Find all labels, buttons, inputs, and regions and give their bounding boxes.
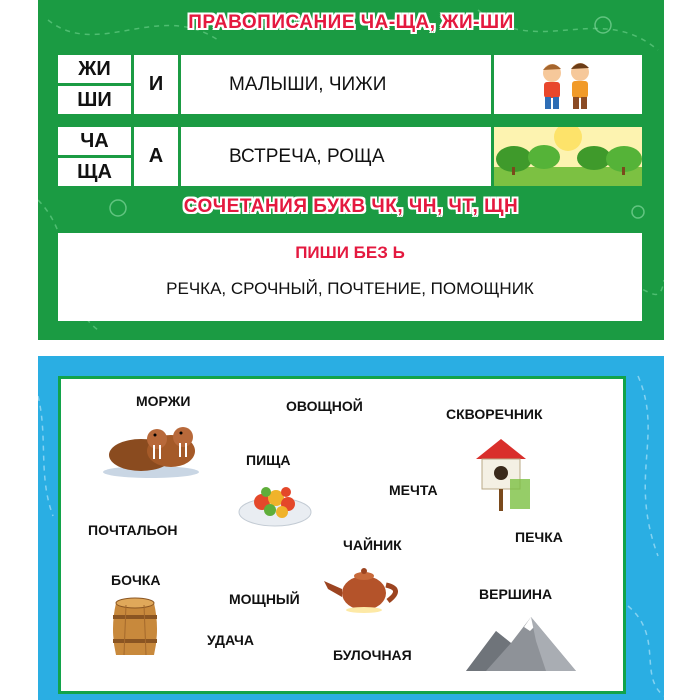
vowel-i: И xyxy=(134,55,178,114)
vowel-a: А xyxy=(134,127,178,186)
mountain-illustration xyxy=(466,611,576,673)
word-vershina: ВЕРШИНА xyxy=(479,586,553,602)
syllable-cha: ЧА xyxy=(58,127,131,155)
word-panel xyxy=(58,376,626,694)
birdhouse-illustration xyxy=(466,431,536,513)
word-bochka: БОЧКА xyxy=(111,572,161,588)
word-bulochnaya: БУЛОЧНАЯ xyxy=(333,647,412,663)
word-udacha: УДАЧА xyxy=(207,632,254,648)
food-plate-illustration xyxy=(236,474,314,530)
teapot-illustration xyxy=(318,559,410,615)
grove-illustration xyxy=(494,127,642,186)
word-mechta: МЕЧТА xyxy=(389,482,438,498)
word-pishcha: ПИЩА xyxy=(246,452,291,468)
rule-title: ПИШИ БЕЗ Ь xyxy=(295,243,405,262)
word-pochtalon: ПОЧТАЛЬОН xyxy=(88,522,178,538)
word-ovoshchnoy: ОВОЩНОЙ xyxy=(286,398,363,414)
word-pechka: ПЕЧКА xyxy=(515,529,563,545)
word-skvorechnik: СКВОРЕЧНИК xyxy=(446,406,543,422)
syllable-zhi: ЖИ xyxy=(58,55,131,83)
word-morzhi: МОРЖИ xyxy=(136,393,191,409)
spelling-card-green xyxy=(38,0,664,340)
syllable-shi: ШИ xyxy=(58,86,131,114)
words-card-blue xyxy=(38,356,664,700)
syllable-shcha: ЩА xyxy=(58,158,131,186)
rule-examples: РЕЧКА, СРОЧНЫЙ, ПОЧТЕНИЕ, ПОМОЩНИК xyxy=(166,279,534,298)
two-kids-illustration xyxy=(494,55,642,114)
example-words-row-2: ВСТРЕЧА, РОЩА xyxy=(181,127,491,186)
walrus-illustration xyxy=(101,417,203,479)
barrel-illustration xyxy=(106,597,164,661)
word-chaynik: ЧАЙНИК xyxy=(343,537,402,553)
word-moshchny: МОЩНЫЙ xyxy=(229,591,300,607)
section-subtitle: СОЧЕТАНИЯ БУКВ ЧК, ЧН, ЧТ, ЩН xyxy=(183,196,519,217)
rule-box xyxy=(58,233,642,321)
page-title: ПРАВОПИСАНИЕ ЧА-ЩА, ЖИ-ШИ xyxy=(188,12,514,33)
example-words-row-1: МАЛЫШИ, ЧИЖИ xyxy=(181,55,491,114)
